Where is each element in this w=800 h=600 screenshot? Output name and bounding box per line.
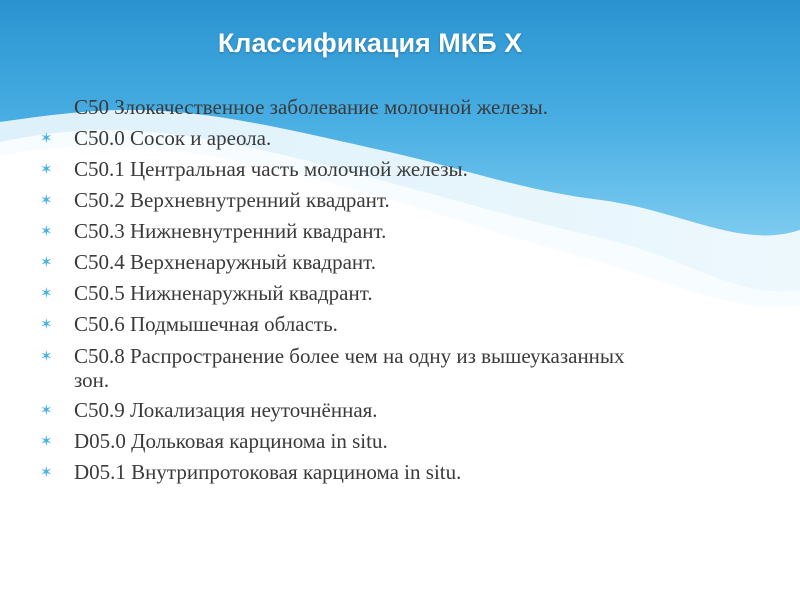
list-item-text: С50.4 Верхненаружный квадрант. xyxy=(74,250,376,274)
slide-title: Классификация МКБ X xyxy=(217,28,523,58)
list-item-text: D05.0 Дольковая карцинома in situ. xyxy=(74,429,388,453)
list-item-text: С50.5 Нижненаружный квадрант. xyxy=(74,281,373,305)
list-item-text: С50.2 Верхневнутренний квадрант. xyxy=(74,188,390,212)
star-bullet-icon: ✶ xyxy=(40,315,53,333)
star-bullet-icon: ✶ xyxy=(40,129,53,147)
star-bullet-icon: ✶ xyxy=(40,253,53,271)
star-bullet-icon: ✶ xyxy=(40,160,53,178)
star-bullet-icon: ✶ xyxy=(40,284,53,302)
star-bullet-icon: ✶ xyxy=(40,222,53,240)
list-item xyxy=(40,278,760,309)
list-item xyxy=(40,185,760,216)
list-item-text: С50.3 Нижневнутренний квадрант. xyxy=(74,219,387,243)
list-item xyxy=(40,216,760,247)
list-item-text: С50.8 Распространение более чем на одну из вышеуказанных зон. xyxy=(74,344,625,392)
list-item xyxy=(40,247,760,278)
list-item xyxy=(40,426,760,457)
list-item xyxy=(40,457,760,488)
list-item xyxy=(40,154,760,185)
star-bullet-icon: ✶ xyxy=(40,347,53,365)
intro-line: С50 Злокачественное заболевание молочной железы. xyxy=(74,95,548,119)
classification-list xyxy=(40,92,760,488)
star-bullet-icon: ✶ xyxy=(40,463,53,481)
list-item xyxy=(40,395,760,426)
star-bullet-icon: ✶ xyxy=(40,401,53,419)
list-item xyxy=(40,309,760,340)
list-item-text: С50.6 Подмышечная область. xyxy=(74,312,338,336)
star-bullet-icon: ✶ xyxy=(40,191,53,209)
list-item-text: С50.1 Центральная часть молочной железы. xyxy=(74,157,468,181)
list-item-text: D05.1 Внутрипротоковая карцинома in situ. xyxy=(74,460,462,484)
list-item xyxy=(40,340,760,395)
list-item xyxy=(40,123,760,154)
list-item-text: С50.0 Сосок и ареола. xyxy=(74,126,272,150)
star-bullet-icon: ✶ xyxy=(40,432,53,450)
list-item-text: С50.9 Локализация неуточнённая. xyxy=(74,398,378,422)
